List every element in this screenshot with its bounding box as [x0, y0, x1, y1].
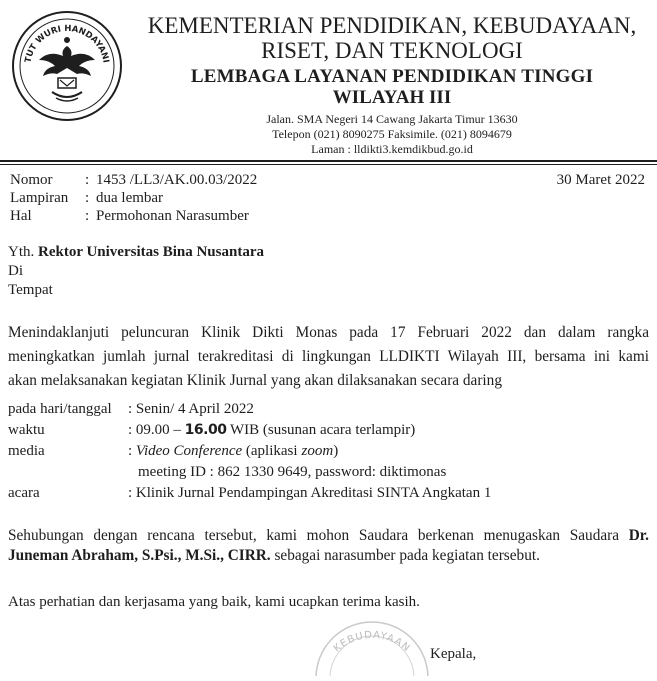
- letterhead-phone: Telepon (021) 8090275 Faksimile. (021) 8094679: [272, 127, 512, 141]
- media-value: [128, 443, 338, 460]
- time-value: [128, 422, 415, 439]
- official-stamp: [312, 616, 432, 676]
- time-rest: WIB (susunan acara terlampir): [229, 422, 416, 438]
- intro-line-2: meningkatkan jumlah jurnal terakreditasi di lingkungan LLDIKTI Wilayah III, bersama ini kami: [8, 348, 649, 365]
- letter-date: 30 Maret 2022: [556, 172, 645, 188]
- media-zoom: zoom: [301, 443, 334, 459]
- request-text-b: sebagai narasumber pada kegiatan tersebut.: [274, 547, 540, 564]
- letterhead-divider-thick: [0, 160, 657, 162]
- letterhead-agency-line1: LEMBAGA LAYANAN PENDIDIKAN TINGGI: [190, 66, 594, 87]
- intro-line-1: Menindaklanjuti peluncuran Klinik Dikti Monas pada 17 Februari 2022 dan dalam rangka: [8, 324, 649, 341]
- time-label: waktu: [8, 422, 45, 438]
- letterhead-ministry-line1: KEMENTERIAN PENDIDIKAN, KEBUDAYAAN,: [147, 13, 637, 38]
- event-label: acara: [8, 485, 40, 501]
- recipient-di: Di: [8, 263, 23, 279]
- lampiran-label: Lampiran: [10, 190, 69, 206]
- svg-text:KEBUDAYAAN: KEBUDAYAAN: [331, 629, 413, 655]
- nomor-colon: :: [85, 172, 90, 188]
- day-value: : Senin/ 4 April 2022: [128, 401, 254, 417]
- request-text-a: Sehubungan dengan rencana tersebut, kami mohon Saudara berkenan menugaskan Saudara: [8, 527, 620, 544]
- recipient-prefix: Yth.: [8, 244, 35, 260]
- ministry-logo: [8, 6, 126, 124]
- media-label: media: [8, 443, 45, 459]
- time-start: : 09.00 –: [128, 422, 181, 438]
- request-line-2: [8, 545, 649, 566]
- media-app-close: ): [333, 443, 339, 459]
- letterhead-agency-line2: WILAYAH III: [332, 87, 452, 108]
- media-video-conference: Video Conference: [135, 443, 243, 459]
- lampiran-value: dua lembar: [96, 190, 164, 206]
- recipient-tempat: Tempat: [8, 282, 53, 298]
- letterhead-ministry-line2: RISET, DAN TEKNOLOGI: [261, 38, 523, 63]
- recipient-name: Rektor Universitas Bina Nusantara: [38, 244, 264, 260]
- request-line-1: [8, 525, 649, 546]
- nomor-value: 1453 /LL3/AK.00.03/2022: [96, 172, 258, 188]
- lampiran-colon: :: [85, 190, 90, 206]
- hal-value: Permohonan Narasumber: [96, 208, 249, 224]
- letterhead-address: Jalan. SMA Negeri 14 Cawang Jakarta Timur 13630: [266, 112, 518, 126]
- media-app-open: (aplikasi: [245, 443, 298, 459]
- hal-label: Hal: [10, 208, 32, 224]
- svg-text:TUT WURI HANDAYANI: TUT WURI HANDAYANI: [23, 23, 111, 64]
- signature-title: Kepala,: [430, 646, 477, 662]
- media-colon: :: [128, 443, 133, 459]
- event-value: : Klinik Jurnal Pendampingan Akreditasi SINTA Angkatan 1: [128, 485, 492, 501]
- request-dr: Dr.: [628, 527, 649, 544]
- letterhead-website: Laman : lldikti3.kemdikbud.go.id: [311, 142, 473, 156]
- letterhead-divider-thin: [0, 164, 657, 165]
- day-label: pada hari/tanggal: [8, 401, 112, 417]
- nomor-label: Nomor: [10, 172, 53, 188]
- request-person-name: Juneman Abraham, S.Psi., M.Si., CIRR.: [8, 547, 271, 564]
- hal-colon: :: [85, 208, 90, 224]
- meeting-info: meeting ID : 862 1330 9649, password: diktimonas: [138, 464, 447, 480]
- recipient-line: [8, 244, 264, 261]
- closing-text: Atas perhatian dan kerjasama yang baik, kami ucapkan terima kasih.: [8, 594, 420, 610]
- intro-line-3: akan melaksanakan kegiatan Klinik Jurnal yang akan dilaksanakan secara daring: [8, 372, 502, 389]
- time-handwritten-end: 16.00: [184, 422, 227, 438]
